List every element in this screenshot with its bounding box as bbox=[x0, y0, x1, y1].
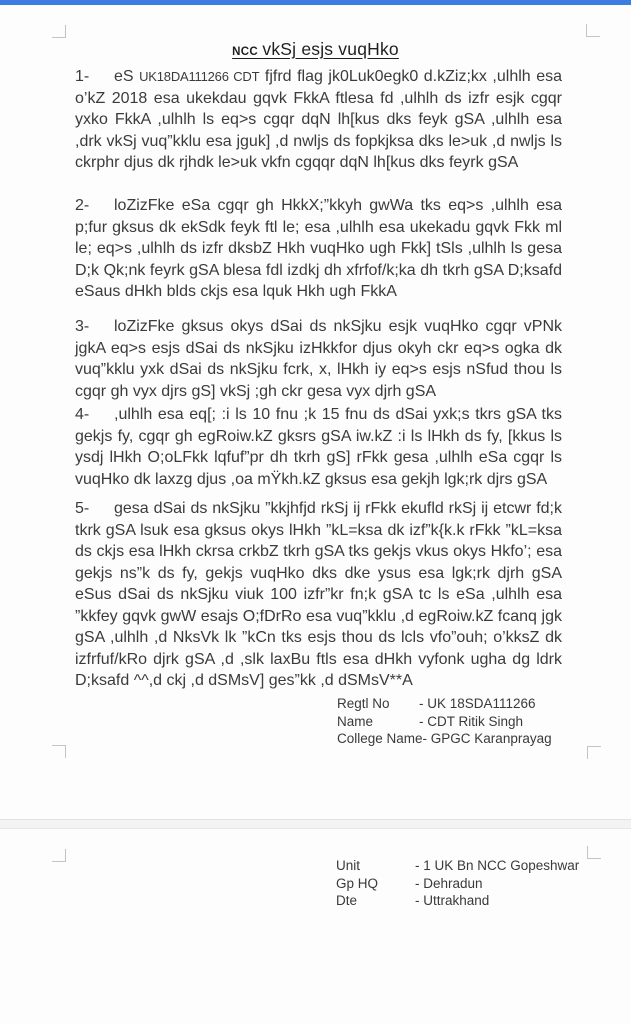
paragraph-number: 3- bbox=[75, 318, 90, 335]
paragraph-text: fjfrd flag jk0Luk0egk0 d.kZiz;kx ,ulhlh esa o’kZ 2018 esa ukekdau gqvk FkkA ftlesa fd ,ulhlh ds izfr esjk cgqr yxko FkkA ,ulhlh ls eq>s cgqr dqN lh[kus dks feyk gSA ,ulhlh esa ,drk vkSj vuq”kklu esa jguk] ,d nwljs ds fopkjksa dks le>uk ,d nwljs ls ckrphr djus dk rjhdk le>uk vkfn cgqqr dqN lh[kus dks feyrk gSA bbox=[75, 68, 562, 171]
signature-row bbox=[337, 730, 552, 748]
footer-row bbox=[336, 857, 579, 875]
paragraph-number: 4- bbox=[75, 406, 90, 423]
signature-value: - UK 18SDA111266 bbox=[419, 696, 536, 711]
footer-label: Gp HQ bbox=[336, 875, 379, 891]
footer-label: Dte bbox=[336, 893, 358, 908]
page-title bbox=[0, 39, 631, 60]
crop-mark-bottom-left bbox=[52, 745, 66, 758]
paragraph-5 bbox=[75, 498, 562, 692]
page-2 bbox=[0, 829, 631, 1024]
signature-row bbox=[337, 713, 552, 731]
paragraph-text: loZizFke eSa cgqr gh HkkX;”kkyh gwWa tks eq>s ,ulhlh esa p;fur gksus dk ekSdk feyk ftl le; esa ,ulhlh esa ukekadu gqvk Fkk ml le; eq>s ,ulhlh ds izfr dksbZ Hkh vuqHko ugh Fkk] tSls ,ulhlh ls gesa D;k Qk;nk feyrk gSA blesa fdl izdkj dh xfrfof/k;ka dh tkrh gSA D;ksafd eSaus dHkh blds ckjs esa lquk Hkh ugh FkkA bbox=[75, 197, 562, 300]
footer-label: Unit bbox=[336, 858, 361, 873]
paragraph-number: 1- bbox=[75, 68, 90, 85]
signature-block bbox=[337, 695, 552, 748]
paragraph-2 bbox=[75, 195, 562, 303]
unit-block bbox=[336, 857, 579, 910]
paragraph-text: ,ulhlh esa eq[; :i ls 10 fnu ;k 15 fnu ds dSai yxk;s tkrs gSA tks gekjs fy, cgqr gh egRoiw.kZ gksrs gSA iw.kZ :i ls lHkh ds fy, [kkus ls ysdj lHkh O;oLFkk lqfuf”pr dh tkrh gS] rFkk gesa ,ulhlh eSa cgqr ls vuqHko dk laxzg djus ,oa mŸkh.kZ gksus esa gekjh lgk;rk djrs gSA bbox=[75, 406, 562, 488]
signature-value: - GPGC Karanprayag bbox=[422, 731, 552, 746]
footer-value: - 1 UK Bn NCC Gopeshwar bbox=[415, 858, 580, 873]
paragraph-4 bbox=[75, 404, 562, 490]
crop-mark-top-left bbox=[52, 849, 66, 862]
footer-value: - Uttrakhand bbox=[415, 893, 490, 908]
page-break-separator bbox=[0, 819, 631, 829]
paragraph-text: gesa dSai ds nkSjku ”kkjhfjd rkSj ij rFkk ekufld rkSj ij etcwr fd;k tkrk gSA lsuk esa gksus okys lHkh ”kL=ksa dk izf”k{k.k rFkk ”kL=ksa ds ckjs esa lHkh ckrsa crkbZ tkrh gSA tks gekjs vkus okys Hkfo’; esa gekjs ns”k ds fy, gekjs vuqHko dks dke ysus esa lgk;rk djrh gSA eSus dSai ds nkSjku viuk 100 izfr”kr fn;k gSA tc ls eSa ,ulhlh esa ”kkfey gqvk gwW esajs O;fDrRo esa vuq”kklu ,d egRoiw.kZ fcanq jgk gSA ,ulhlh ,d NksVk lk ”kCn tks esjs thou ds lcls vfo”ouh; o’kksZ dk izfrfuf/kRo djrk gSA ,d ,slk laxBu ftls esa dHkh vyfonk ugha dg ldrk D;ksafd ^^,d ckj ,d dSMsV] ges”kk ,d dSMsV**A bbox=[75, 500, 562, 689]
title-ncc-text: NCC bbox=[232, 46, 258, 58]
crop-mark-top-right bbox=[586, 24, 600, 37]
crop-mark-bottom-right bbox=[587, 746, 601, 759]
paragraph-text: eS bbox=[114, 68, 140, 85]
footer-value: - Dehradun bbox=[415, 875, 483, 891]
signature-value: - CDT Ritik Singh bbox=[419, 713, 524, 729]
crop-mark-top-left bbox=[52, 25, 66, 38]
page-1 bbox=[0, 5, 631, 819]
footer-row bbox=[336, 892, 579, 910]
footer-row bbox=[336, 875, 579, 893]
signature-label: Regtl No bbox=[337, 696, 390, 711]
signature-label: College Name bbox=[337, 731, 423, 746]
signature-row bbox=[337, 695, 552, 713]
paragraph-number: 2- bbox=[75, 197, 90, 214]
title-main-text: vkSj esjs vuqHko bbox=[262, 39, 399, 59]
paragraph-1 bbox=[75, 66, 562, 174]
paragraph-text: loZizFke gksus okys dSai ds nkSjku esjk vuqHko cgqr vPNk jgkA eq>s esjs dSai ds nkSjku izHkkfor djus okyh ckr eq>s ogka dk vuq”kklu yxk dSai ds nkSjku fcrk, x, lHkh iy eq>s esjs nSfud thou ls cgqr gh vyx djrs gS] vkSj ;gh ckr gesa vyx djrh gSA bbox=[75, 318, 562, 400]
paragraph-3 bbox=[75, 316, 562, 402]
crop-mark-top-right bbox=[587, 846, 601, 859]
paragraph-number: 5- bbox=[75, 500, 90, 517]
signature-label: Name bbox=[337, 713, 374, 729]
regimental-number-inline: UK18DA111266 CDT bbox=[139, 69, 260, 84]
